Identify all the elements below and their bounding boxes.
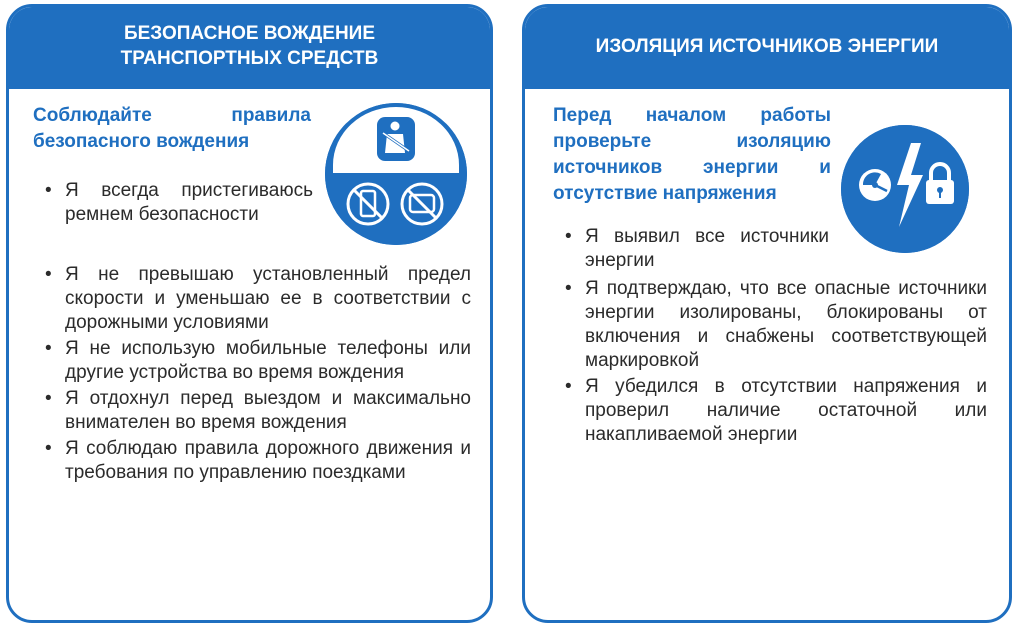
energy-isolation-icon-badge (841, 125, 969, 253)
safe-driving-icon-badge (325, 103, 467, 245)
safe-driving-list (39, 263, 471, 487)
safe-driving-list-top (39, 179, 313, 229)
list-item: • Я выявил все источники энергии (559, 225, 829, 273)
list-item: • Я отдохнул перед выездом и максимально внимателен во время вождения (39, 387, 471, 435)
safe-driving-title-line2: ТРАНСПОРТНЫХ СРЕДСТВ (120, 48, 379, 69)
list-item: • Я не превышаю установленный предел скорости и уменьшаю ее в соответствии с дорожными условиями (39, 263, 471, 335)
energy-isolation-header (525, 7, 1009, 89)
energy-isolation-list-top (559, 225, 829, 275)
list-item: • Я всегда пристегиваюсь ремнем безопасности (39, 179, 313, 227)
energy-isolation-list (559, 277, 987, 449)
safe-driving-header (9, 7, 490, 89)
safe-driving-heading: Соблюдайте правила безопасного вождения (33, 105, 311, 152)
list-item: • Я соблюдаю правила дорожного движения и требования по управлению поездками (39, 437, 471, 485)
list-item: • Я не использую мобильные телефоны или другие устройства во время вождения (39, 337, 471, 385)
list-item: • Я подтверждаю, что все опасные источники энергии изолированы, блокированы от включения и снабжены соответствующей маркировкой (559, 277, 987, 373)
energy-isolation-card (522, 4, 1012, 623)
energy-isolation-heading: Перед началом работы проверьте изоляцию источников энергии и отсутствие напряжения (553, 105, 831, 204)
safe-driving-title-line1: БЕЗОПАСНОЕ ВОЖДЕНИЕ (123, 23, 376, 44)
gauge-icon (859, 169, 891, 201)
list-item: • Я убедился в отсутствии напряжения и проверил наличие остаточной или накапливаемой энергии (559, 375, 987, 447)
safe-driving-card (6, 4, 493, 623)
seatbelt-icon (377, 117, 415, 161)
energy-isolation-title: ИЗОЛЯЦИЯ ИСТОЧНИКОВ ЭНЕРГИИ (595, 36, 939, 57)
